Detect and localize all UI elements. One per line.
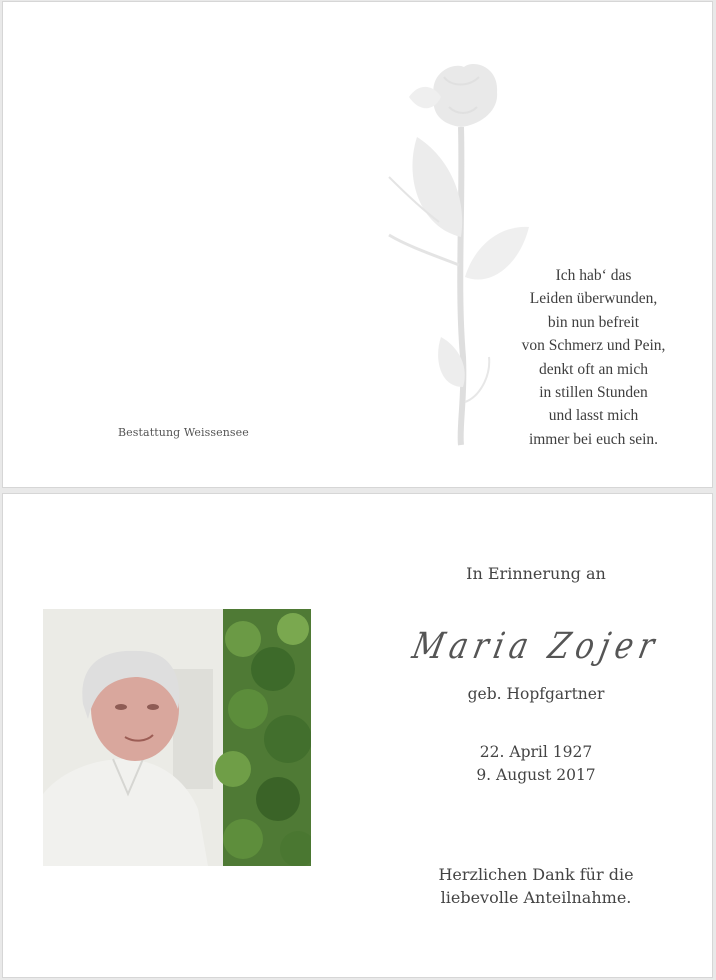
- poem-line: in stillen Stunden: [539, 384, 648, 402]
- thanks-message: [410, 863, 662, 909]
- poem-line: immer bei euch sein.: [528, 430, 659, 448]
- card-front: [2, 1, 713, 488]
- memory-heading: In Erinnerung an: [466, 564, 606, 583]
- birth-name: geb. Hopfgartner: [467, 685, 605, 703]
- deceased-name: [410, 612, 662, 682]
- thanks-line: liebevolle Anteilnahme.: [440, 888, 632, 907]
- poem-line: Leiden überwunden,: [529, 290, 658, 308]
- poem-line: denkt oft an mich: [539, 360, 648, 378]
- poem: [491, 264, 696, 451]
- birth-date: 22. April 1927: [479, 743, 593, 761]
- funeral-home-name: Bestattung Weissensee: [118, 426, 249, 439]
- portrait-photo: [43, 609, 311, 866]
- thanks-line: Herzlichen Dank für die: [438, 865, 634, 884]
- poem-line: von Schmerz und Pein,: [521, 337, 666, 355]
- death-date: 9. August 2017: [476, 766, 596, 784]
- poem-line: bin nun befreit: [547, 313, 640, 331]
- poem-line: Ich hab‘ das: [555, 267, 632, 284]
- life-dates: [410, 741, 662, 787]
- card-inside: [2, 493, 713, 978]
- deceased-name-text: Maria Zojer: [408, 625, 664, 668]
- poem-line: und lasst mich: [548, 407, 639, 425]
